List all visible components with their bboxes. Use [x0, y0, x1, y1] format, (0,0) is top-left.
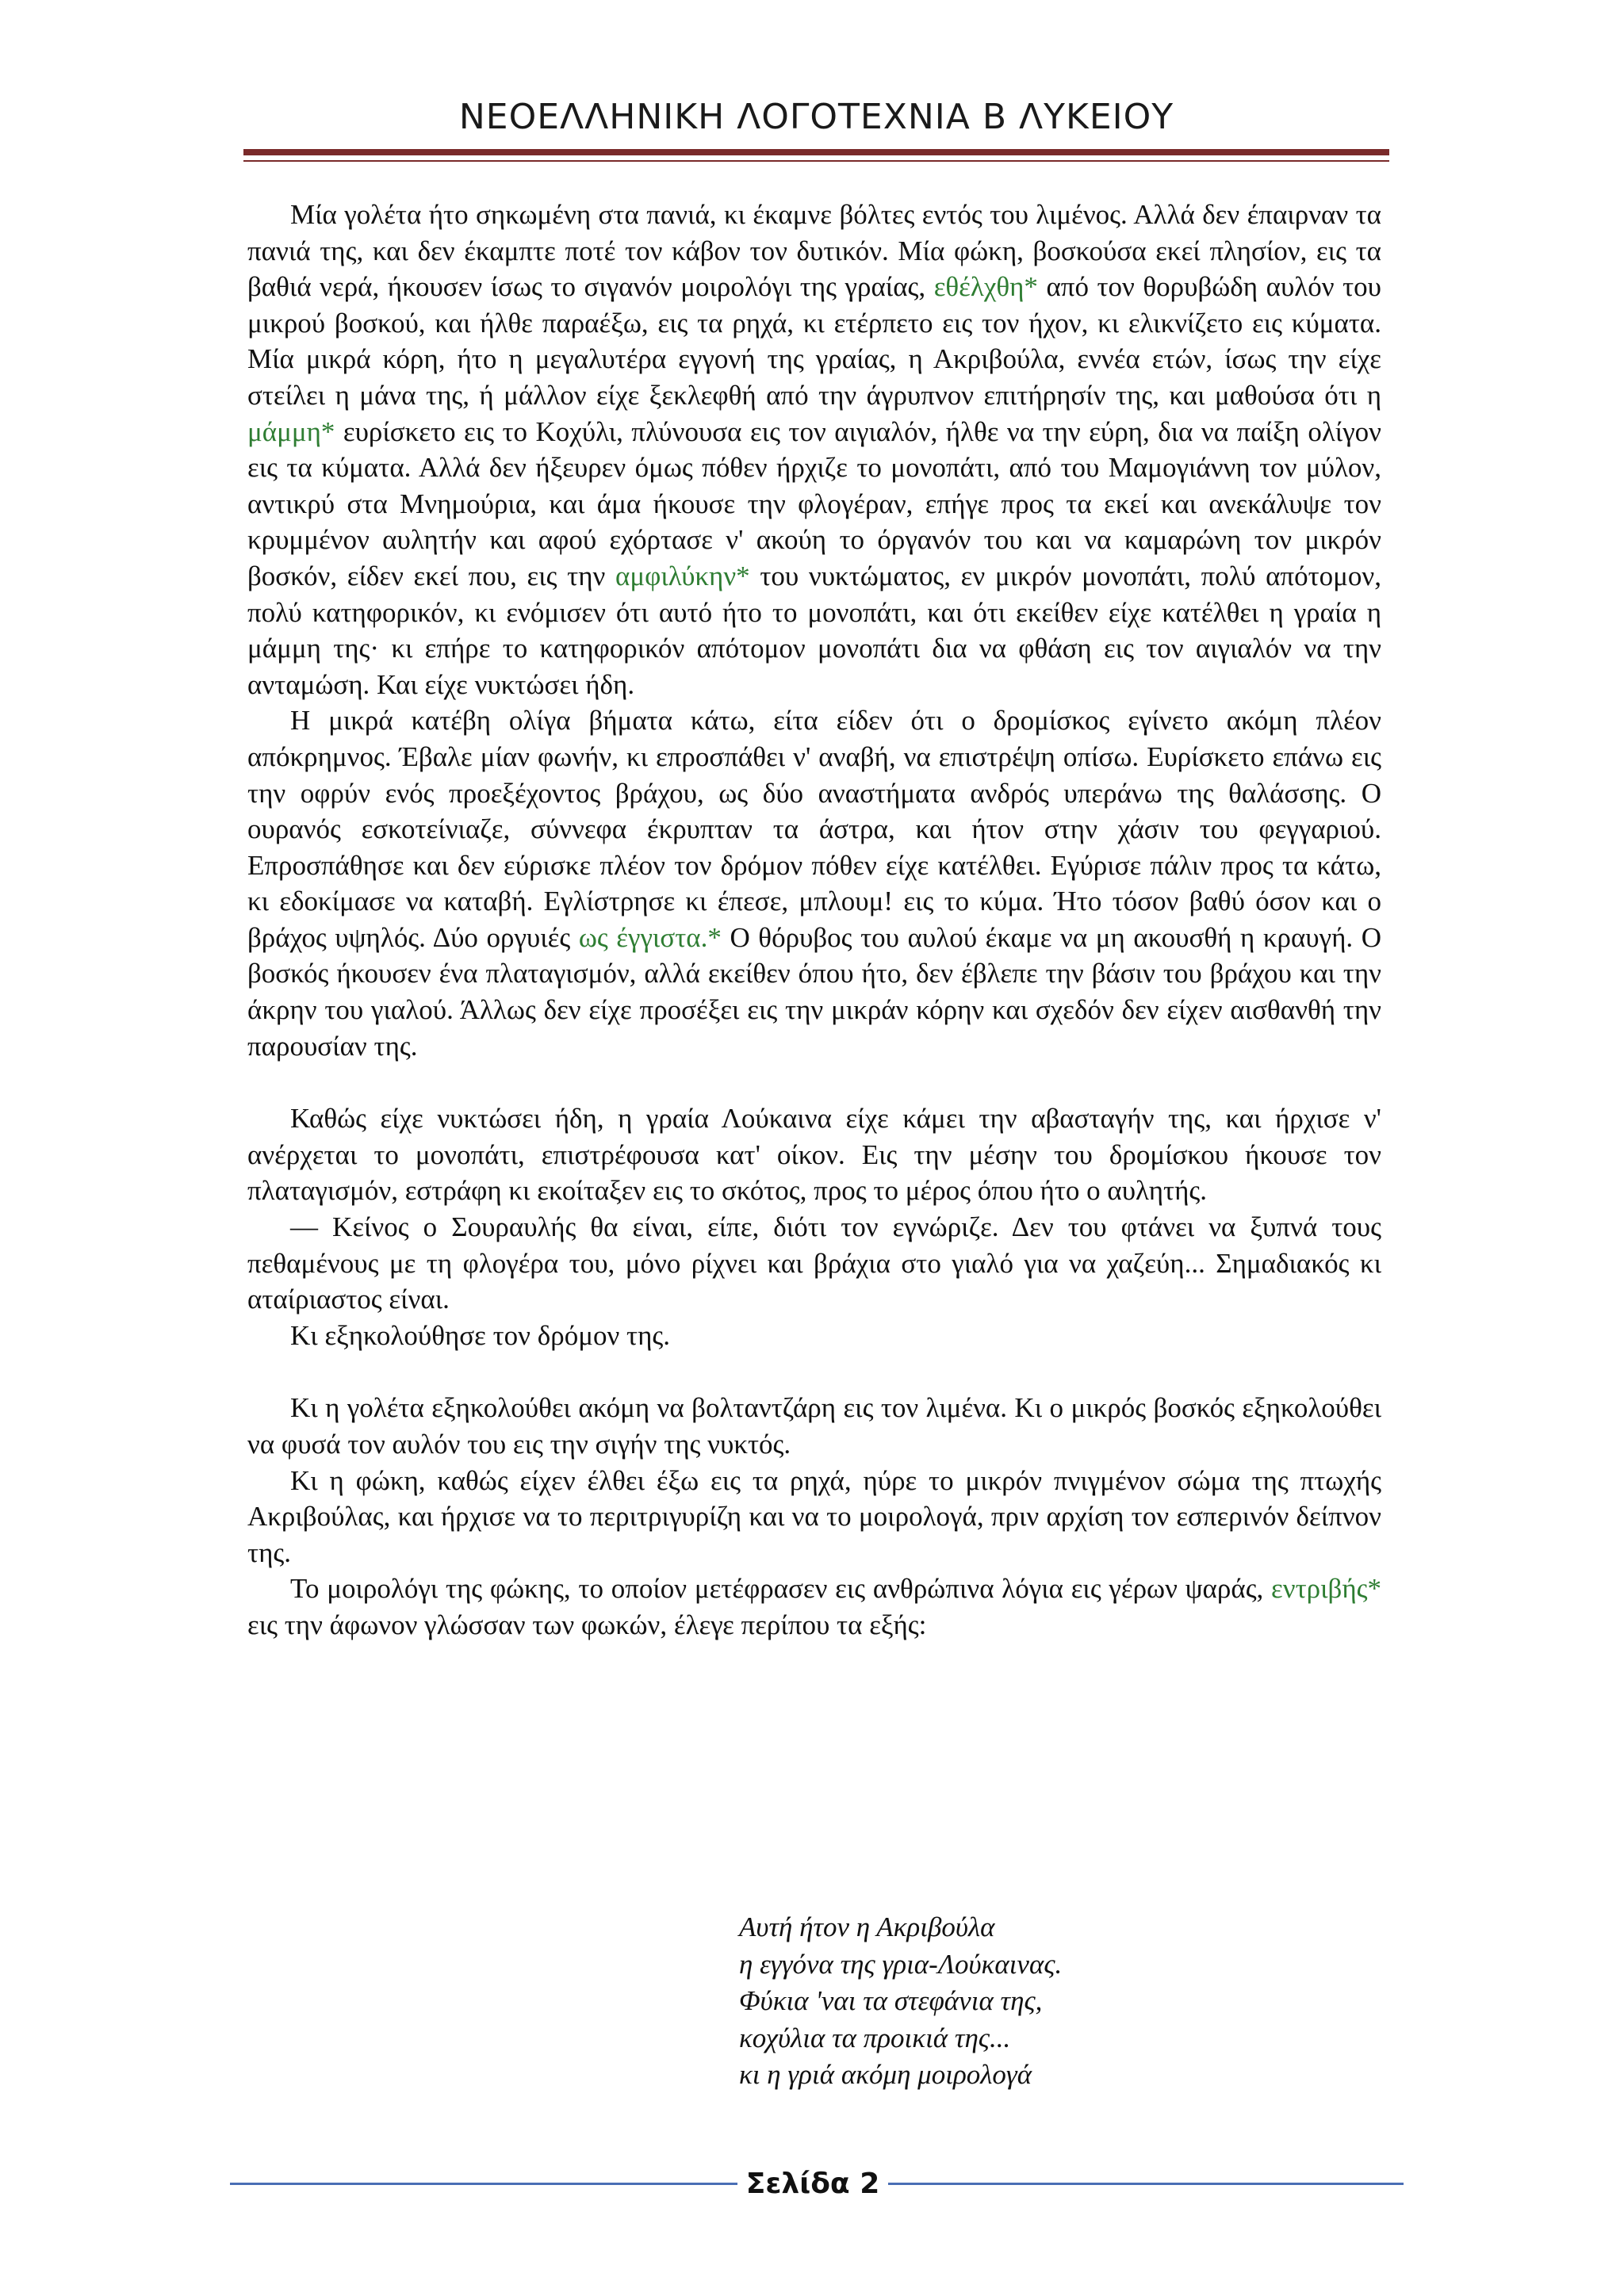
poem-line: κοχύλια τα προικιά της... [739, 2022, 1011, 2053]
gloss-term-mammi: μάμμη* [247, 415, 335, 447]
paragraph-text: εις την άφωνον γλώσσαν των φωκών, έλεγε περίπου τα εξής: [247, 1609, 927, 1640]
poem-line: η εγγόνα της γρια-Λούκαινας. [739, 1948, 1063, 1980]
paragraph-7: Κι η φώκη, καθώς είχεν έλθει έξω εις τα ρηχά, ηύρε το μικρόν πνιγμένον σώμα της πτωχής Ακριβούλας, και ήρχισε να το περιτριγυρίζη και να το μοιρολογά, πριν αρχίση τον εσπερινόν δείπνον της. [247, 1464, 1381, 1568]
paragraph-text: ευρίσκετο εις το Κοχύλι, πλύνουσα εις τον αιγιαλόν, ήλθε να την εύρη, δια να παίξη ολίγον εις τα κύματα. Αλλά δεν ήξευρεν όμως πόθεν ήρχιζε το μονοπάτι, από του Μαμογιάννη τον μύλον, αντικρύ στα Μνημούρια, και άμα ήκουσε την φλογέραν, επήγε προς τα εκεί και ανεκάλυψε τον κρυμμένον αυλητήν και αφού εχόρτασε ν' ακούη το όργανόν του και να καμαρώνη τον μικρόν βοσκόν, είδεν εκεί που, εις την [247, 415, 1381, 591]
page-header-title: ΝΕΟΕΛΛΗΝΙΚΗ ΛΟΓΟΤΕΧΝΙΑ Β ΛΥΚΕΙΟΥ [458, 97, 1174, 137]
paragraph-text: Το μοιρολόγι της φώκης, το οποίον μετέφρασεν εις ανθρώπινα λόγια εις γέρων ψαράς, [290, 1573, 1272, 1605]
footer-rule-left [230, 2183, 737, 2185]
gloss-term-ethelxthi: εθέλχθη* [933, 271, 1038, 303]
paragraph-1 [247, 197, 1381, 702]
header-rule-thick [243, 149, 1389, 155]
footer-rule-right [888, 2183, 1404, 2185]
poem-line: κι η γριά ακόμη μοιρολογά [739, 2059, 1032, 2090]
page-number: Σελίδα 2 [745, 2168, 880, 2200]
paragraph-text: Η μικρά κατέβη ολίγα βήματα κάτω, είτα είδεν ότι ο δρομίσκος εγίνετο ακόμη πλέον απόκρημνος. Έβαλε μίαν φωνήν, κι επροσπάθει ν' αναβή, να επιστρέψη οπίσω. Ευρίσκετο επάνω εις την οφρύν ενός προεξέχοντος βράχου, ως δύο αναστήματα ανδρός υπεράνω της θαλάσσης. Ο ουρανός εσκοτείνιαζε, σύννεφα έκρυπταν τα άστρα, και ήτον στην χάσιν του φεγγαριού. Επροσπάθησε και δεν εύρισκε πλέον τον δρόμον πόθεν είχε κατέλθει. Εγύρισε πάλιν προς τα κάτω, κι εδοκίμασε να καταβή. Εγλίστρησε κι έπεσε, μπλουμ! εις το κύμα. Ήτο τόσον βαθύ όσον και ο βράχος υψηλός. Δύο οργυιές [247, 705, 1381, 953]
page-footer [230, 2164, 1404, 2204]
gloss-term-os-engista: ως έγγιστα.* [578, 921, 722, 953]
gloss-term-entrivis: εντριβής* [1271, 1573, 1381, 1605]
paragraph-4-dialogue: — Κείνος ο Σουραυλής θα είναι, είπε, διότι τον εγνώριζε. Δεν του φτάνει να ξυπνά τους πεθαμένους με τη φλογέρα του, μόνο ρίχνει και βράχια στο γιαλό για να χαζεύη... Σημαδιακός κι αταίριαστος είναι. [247, 1211, 1381, 1315]
paragraph-text: του νυκτώματος, εν μικρόν μονοπάτι, πολύ απότομον, πολύ κατηφορικόν, κι ενόμισεν ότι αυτό ήτο το μονοπάτι, και ότι εκείθεν είχε κατέλθει η γραία η μάμμη της· κι επήρε το κατηφορικόν απότομον μονοπάτι δια να φθάση εις τον αιγιαλόν να την ανταμώση. Και είχε νυκτώσει ήδη. [247, 560, 1381, 700]
paragraph-gap [247, 1353, 1381, 1390]
document-body [247, 197, 1381, 1644]
paragraph-8 [247, 1571, 1381, 1643]
page-header [243, 94, 1389, 141]
poem-line: Αυτή ήτον η Ακριβούλα [739, 1911, 995, 1942]
paragraph-3: Καθώς είχε νυκτώσει ήδη, η γραία Λούκαινα είχε κάμει την αβασταγήν της, και ήρχισε ν' ανέρχεται το μονοπάτι, επιστρέφουσα κατ' οίκον. Εις την μέσην του δρομίσκου ήκουσε τον πλαταγισμόν, εστράφη κι εκοίταξεν εις το σκότος, προς το μέρος όπου ήτο ο αυλητής. [247, 1103, 1381, 1207]
paragraph-5: Κι εξηκολούθησε τον δρόμον της. [290, 1319, 671, 1351]
paragraph-6: Κι η γολέτα εξηκολούθει ακόμη να βολταντζάρη εις τον λιμένα. Κι ο μικρός βοσκός εξηκολούθει να φυσά τον αυλόν του εις την σιγήν της νυκτός. [247, 1392, 1381, 1460]
header-rule-thin [243, 160, 1389, 162]
paragraph-text: από τον θορυβώδη αυλόν του μικρού βοσκού, και ήλθε παραέξω, εις τα ρηχά, κι ετέρπετο εις τον ήχον, κι ελικνίζετο εις κύματα. Μία μικρά κόρη, ήτο η μεγαλυτέρα εγγονή της γραίας, η Ακριβούλα, εννέα ετών, ίσως την είχε στείλει η μάνα της, ή μάλλον είχε ξεκλεφθή από την άγρυπνον επιτήρησίν της, και μαθούσα ότι η [247, 271, 1381, 411]
paragraph-gap [247, 1064, 1381, 1100]
poem-line: Φύκια 'ναι τα στεφάνια της, [739, 1985, 1043, 2016]
gloss-term-amfilykin: αμφιλύκην* [615, 560, 750, 591]
paragraph-text: Μία γολέτα ήτο σηκωμένη στα πανιά, κι έκαμνε βόλτες εντός του λιμένος. Αλλά δεν έπαιρναν τα πανιά της, και δεν έκαμπτε ποτέ τον κάβον τον δυτικόν. Μία φώκη, βοσκούσα εκεί πλησίον, εις τα βαθιά νερά, ήκουσεν ίσως το σιγανόν μοιρολόγι της γραίας, [247, 199, 1381, 303]
paragraph-text: Ο θόρυβος του αυλού έκαμε να μη ακουσθή η κραυγή. Ο βοσκός ήκουσεν ένα πλαταγισμόν, αλλά εκείθεν όπου ήτο, δεν έβλεπε την βάσιν του βράχου και την άκρην του γιαλού. Άλλως δεν είχε προσέξει εις την μικράν κόρην και σχεδόν δεν είχεν αισθανθή την παρουσίαν της. [247, 921, 1382, 1062]
poem-block [739, 1909, 1062, 2094]
paragraph-2 [247, 702, 1381, 1064]
